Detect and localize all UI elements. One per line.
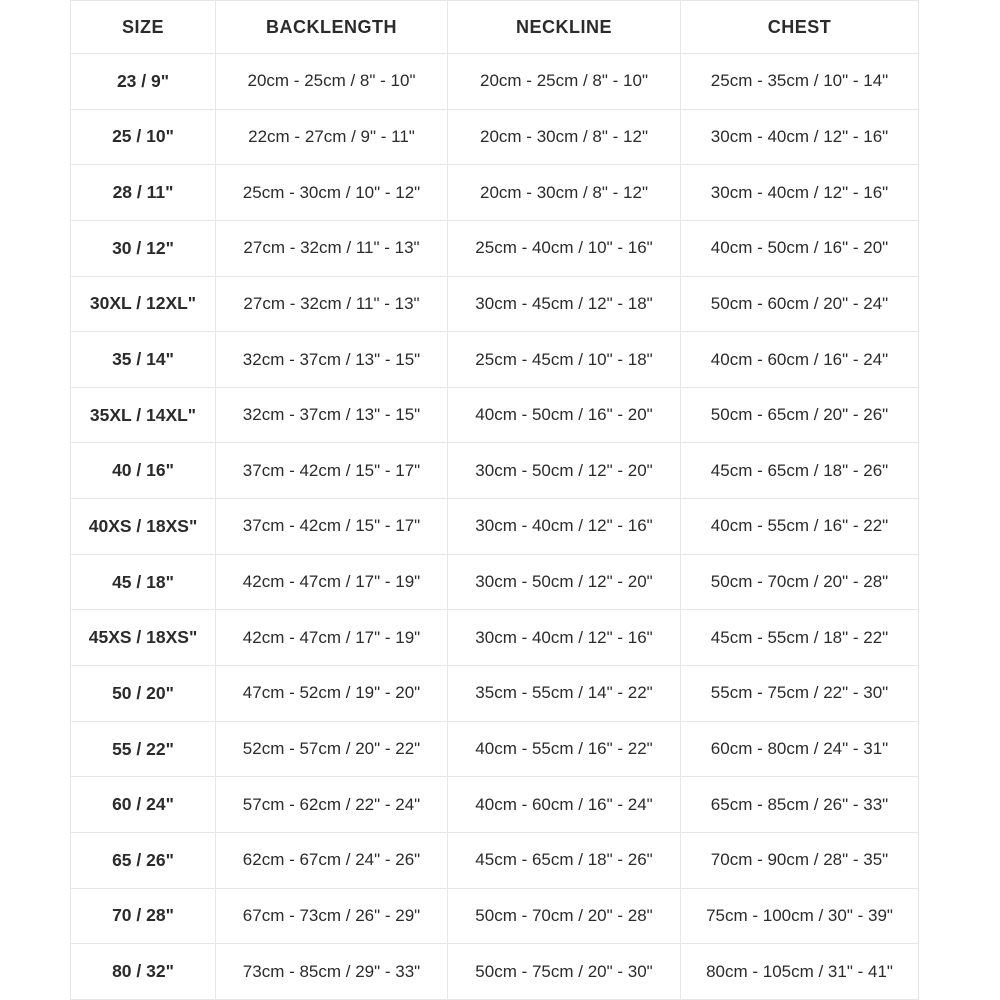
table-row <box>71 220 919 276</box>
table-row <box>71 165 919 221</box>
size-cell: 65 / 26" <box>71 832 216 888</box>
table-row <box>71 554 919 610</box>
chest-cell: 40cm - 55cm / 16" - 22" <box>681 499 919 555</box>
chest-cell: 40cm - 50cm / 16" - 20" <box>681 220 919 276</box>
neckline-cell: 20cm - 30cm / 8" - 12" <box>448 109 681 165</box>
header-row <box>71 1 919 54</box>
table-row <box>71 499 919 555</box>
backlength-cell: 42cm - 47cm / 17" - 19" <box>216 554 448 610</box>
table-row <box>71 944 919 1000</box>
size-cell: 45XS / 18XS" <box>71 610 216 666</box>
size-cell: 40 / 16" <box>71 443 216 499</box>
backlength-cell: 37cm - 42cm / 15" - 17" <box>216 443 448 499</box>
chest-cell: 30cm - 40cm / 12" - 16" <box>681 109 919 165</box>
table-row <box>71 54 919 110</box>
backlength-cell: 25cm - 30cm / 10" - 12" <box>216 165 448 221</box>
neckline-cell: 30cm - 50cm / 12" - 20" <box>448 554 681 610</box>
size-cell: 23 / 9" <box>71 54 216 110</box>
table-row <box>71 721 919 777</box>
size-cell: 55 / 22" <box>71 721 216 777</box>
backlength-cell: 37cm - 42cm / 15" - 17" <box>216 499 448 555</box>
backlength-cell: 67cm - 73cm / 26" - 29" <box>216 888 448 944</box>
table-row <box>71 332 919 388</box>
backlength-cell: 27cm - 32cm / 11" - 13" <box>216 276 448 332</box>
size-chart-table <box>70 0 919 1000</box>
backlength-cell: 73cm - 85cm / 29" - 33" <box>216 944 448 1000</box>
chest-cell: 80cm - 105cm / 31" - 41" <box>681 944 919 1000</box>
neckline-cell: 50cm - 75cm / 20" - 30" <box>448 944 681 1000</box>
neckline-cell: 20cm - 25cm / 8" - 10" <box>448 54 681 110</box>
size-cell: 50 / 20" <box>71 666 216 722</box>
chest-cell: 50cm - 70cm / 20" - 28" <box>681 554 919 610</box>
backlength-cell: 57cm - 62cm / 22" - 24" <box>216 777 448 833</box>
column-header-chest: CHEST <box>681 1 919 54</box>
neckline-cell: 30cm - 40cm / 12" - 16" <box>448 499 681 555</box>
chest-cell: 50cm - 65cm / 20" - 26" <box>681 387 919 443</box>
size-cell: 28 / 11" <box>71 165 216 221</box>
chest-cell: 45cm - 65cm / 18" - 26" <box>681 443 919 499</box>
backlength-cell: 32cm - 37cm / 13" - 15" <box>216 332 448 388</box>
table-row <box>71 443 919 499</box>
table-body <box>71 54 919 1000</box>
chest-cell: 40cm - 60cm / 16" - 24" <box>681 332 919 388</box>
column-header-backlength: BACKLENGTH <box>216 1 448 54</box>
neckline-cell: 40cm - 50cm / 16" - 20" <box>448 387 681 443</box>
size-cell: 60 / 24" <box>71 777 216 833</box>
neckline-cell: 20cm - 30cm / 8" - 12" <box>448 165 681 221</box>
size-chart-container <box>70 0 918 1000</box>
size-cell: 35 / 14" <box>71 332 216 388</box>
neckline-cell: 30cm - 50cm / 12" - 20" <box>448 443 681 499</box>
column-header-size: SIZE <box>71 1 216 54</box>
size-cell: 40XS / 18XS" <box>71 499 216 555</box>
chest-cell: 50cm - 60cm / 20" - 24" <box>681 276 919 332</box>
neckline-cell: 35cm - 55cm / 14" - 22" <box>448 666 681 722</box>
size-cell: 30 / 12" <box>71 220 216 276</box>
backlength-cell: 22cm - 27cm / 9" - 11" <box>216 109 448 165</box>
neckline-cell: 30cm - 40cm / 12" - 16" <box>448 610 681 666</box>
chest-cell: 75cm - 100cm / 30" - 39" <box>681 888 919 944</box>
table-row <box>71 610 919 666</box>
neckline-cell: 50cm - 70cm / 20" - 28" <box>448 888 681 944</box>
size-cell: 35XL / 14XL" <box>71 387 216 443</box>
chest-cell: 70cm - 90cm / 28" - 35" <box>681 832 919 888</box>
neckline-cell: 25cm - 40cm / 10" - 16" <box>448 220 681 276</box>
neckline-cell: 40cm - 55cm / 16" - 22" <box>448 721 681 777</box>
neckline-cell: 45cm - 65cm / 18" - 26" <box>448 832 681 888</box>
table-row <box>71 387 919 443</box>
chest-cell: 60cm - 80cm / 24" - 31" <box>681 721 919 777</box>
size-cell: 45 / 18" <box>71 554 216 610</box>
backlength-cell: 42cm - 47cm / 17" - 19" <box>216 610 448 666</box>
table-row <box>71 666 919 722</box>
chest-cell: 25cm - 35cm / 10" - 14" <box>681 54 919 110</box>
table-row <box>71 276 919 332</box>
table-header <box>71 1 919 54</box>
table-row <box>71 888 919 944</box>
neckline-cell: 40cm - 60cm / 16" - 24" <box>448 777 681 833</box>
backlength-cell: 52cm - 57cm / 20" - 22" <box>216 721 448 777</box>
chest-cell: 65cm - 85cm / 26" - 33" <box>681 777 919 833</box>
column-header-neckline: NECKLINE <box>448 1 681 54</box>
size-cell: 80 / 32" <box>71 944 216 1000</box>
backlength-cell: 62cm - 67cm / 24" - 26" <box>216 832 448 888</box>
backlength-cell: 47cm - 52cm / 19" - 20" <box>216 666 448 722</box>
table-row <box>71 109 919 165</box>
backlength-cell: 27cm - 32cm / 11" - 13" <box>216 220 448 276</box>
chest-cell: 55cm - 75cm / 22" - 30" <box>681 666 919 722</box>
backlength-cell: 32cm - 37cm / 13" - 15" <box>216 387 448 443</box>
chest-cell: 45cm - 55cm / 18" - 22" <box>681 610 919 666</box>
size-cell: 25 / 10" <box>71 109 216 165</box>
neckline-cell: 30cm - 45cm / 12" - 18" <box>448 276 681 332</box>
chest-cell: 30cm - 40cm / 12" - 16" <box>681 165 919 221</box>
table-row <box>71 832 919 888</box>
neckline-cell: 25cm - 45cm / 10" - 18" <box>448 332 681 388</box>
backlength-cell: 20cm - 25cm / 8" - 10" <box>216 54 448 110</box>
table-row <box>71 777 919 833</box>
size-cell: 30XL / 12XL" <box>71 276 216 332</box>
size-cell: 70 / 28" <box>71 888 216 944</box>
